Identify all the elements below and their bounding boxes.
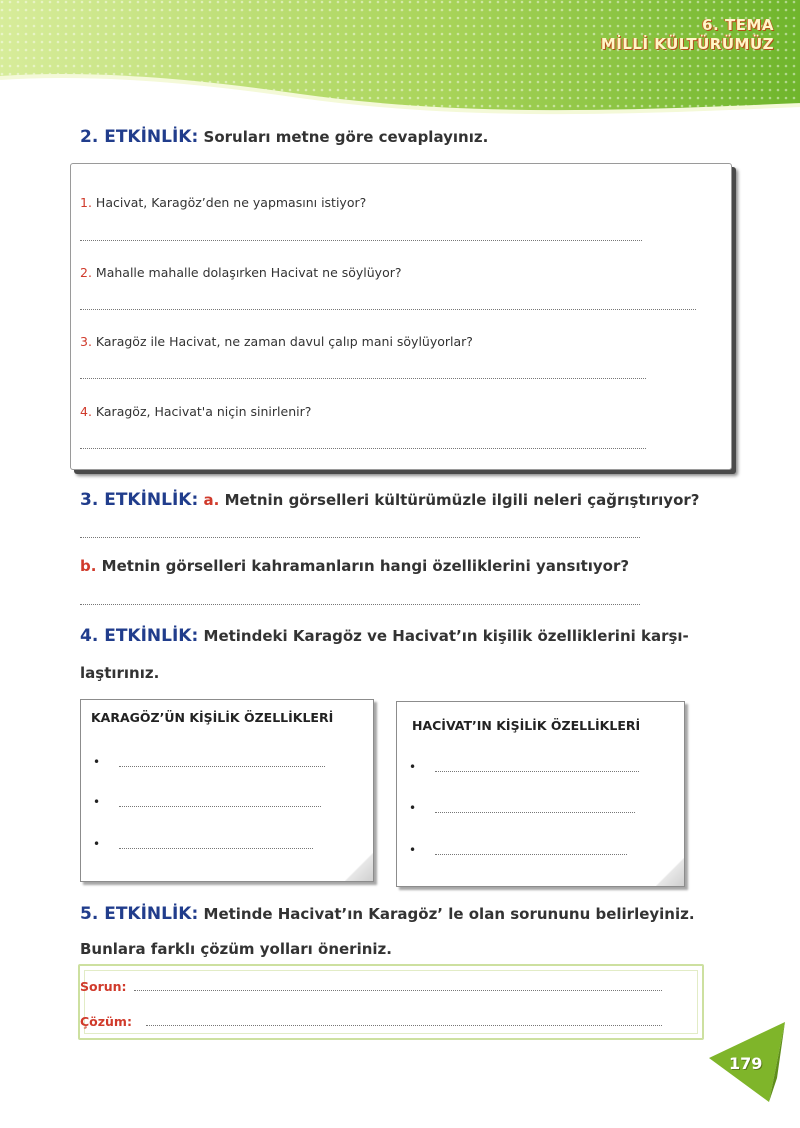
question-number: 1. (80, 195, 92, 210)
activity4-instruction-line1: Metindeki Karagöz ve Hacivat’ın kişilik özelliklerini karşı- (203, 627, 689, 645)
activity3-a-text: Metnin görselleri kültürümüzle ilgili neleri çağrıştırıyor? (224, 491, 700, 509)
answer-line-2[interactable] (80, 309, 696, 310)
activity3-heading (80, 490, 699, 510)
activity3-b (80, 557, 629, 575)
bullet: • (93, 837, 101, 851)
hacivat-traits-box (396, 701, 685, 887)
problem-answer-line[interactable] (134, 990, 662, 991)
answer-line-3b[interactable] (80, 604, 640, 605)
theme-label (601, 16, 774, 54)
question-text: Hacivat, Karagöz’den ne yapmasını istiyor? (95, 195, 367, 210)
page-curl-decoration (656, 858, 684, 886)
page-curl-decoration (345, 853, 373, 881)
activity5-instruction-line1: Metinde Hacivat’ın Karagöz’ le olan sorununu belirleyiniz. (203, 905, 695, 923)
hacivat-box-title: HACİVAT’IN KİŞİLİK ÖZELLİKLERİ (412, 718, 641, 733)
hacivat-trait-line-3[interactable] (435, 854, 627, 855)
theme-number: 6. TEMA (702, 16, 774, 34)
question-number: 2. (80, 265, 92, 280)
question-3 (80, 334, 473, 349)
bullet: • (409, 843, 417, 857)
question-2 (80, 265, 402, 280)
activity5-title: 5. ETKİNLİK: (80, 904, 199, 924)
karagoz-trait-line-3[interactable] (119, 848, 313, 849)
answer-line-1[interactable] (80, 240, 642, 241)
activity3-a-label: a. (203, 491, 220, 509)
bullet: • (409, 801, 417, 815)
question-number: 3. (80, 334, 92, 349)
activity2-instruction: Soruları metne göre cevaplayınız. (203, 128, 489, 146)
activity4-heading (80, 626, 689, 646)
activity3-title: 3. ETKİNLİK: (80, 490, 199, 510)
activity5-instruction-line2: Bunlara farklı çözüm yolları öneriniz. (80, 940, 392, 958)
activity2-heading (80, 127, 488, 147)
hacivat-trait-line-1[interactable] (435, 771, 639, 772)
activity4-instruction-line2: laştırınız. (80, 664, 160, 682)
activity3-b-label: b. (80, 557, 97, 575)
question-1 (80, 195, 366, 210)
solution-answer-line[interactable] (146, 1025, 662, 1026)
hacivat-trait-line-2[interactable] (435, 812, 635, 813)
karagoz-traits-box (80, 699, 374, 882)
karagoz-trait-line-1[interactable] (119, 766, 325, 767)
activity3-b-text: Metnin görselleri kahramanların hangi özelliklerini yansıtıyor? (101, 557, 630, 575)
problem-label: Sorun: (80, 979, 127, 994)
question-number: 4. (80, 404, 92, 419)
activity4-title: 4. ETKİNLİK: (80, 626, 199, 646)
theme-name: MİLLİ KÜLTÜRÜMÜZ (600, 35, 774, 53)
karagoz-box-title: KARAGÖZ’ÜN KİŞİLİK ÖZELLİKLERİ (91, 710, 334, 725)
problem-solution-frame (78, 964, 704, 1040)
question-text: Mahalle mahalle dolaşırken Hacivat ne söylüyor? (95, 265, 402, 280)
karagoz-trait-line-2[interactable] (119, 806, 321, 807)
bullet: • (409, 760, 417, 774)
answer-line-3[interactable] (80, 378, 646, 379)
bullet: • (93, 795, 101, 809)
solution-label: Çözüm: (80, 1014, 132, 1029)
question-text: Karagöz, Hacivat'a niçin sinirlenir? (95, 404, 312, 419)
question-4 (80, 404, 311, 419)
answer-line-4[interactable] (80, 448, 646, 449)
activity5-heading (80, 904, 695, 924)
activity2-title: 2. ETKİNLİK: (80, 127, 199, 147)
bullet: • (93, 755, 101, 769)
question-text: Karagöz ile Hacivat, ne zaman davul çalıp mani söylüyorlar? (95, 334, 473, 349)
answer-line-3a[interactable] (80, 537, 640, 538)
page-number: 179 (729, 1054, 763, 1073)
